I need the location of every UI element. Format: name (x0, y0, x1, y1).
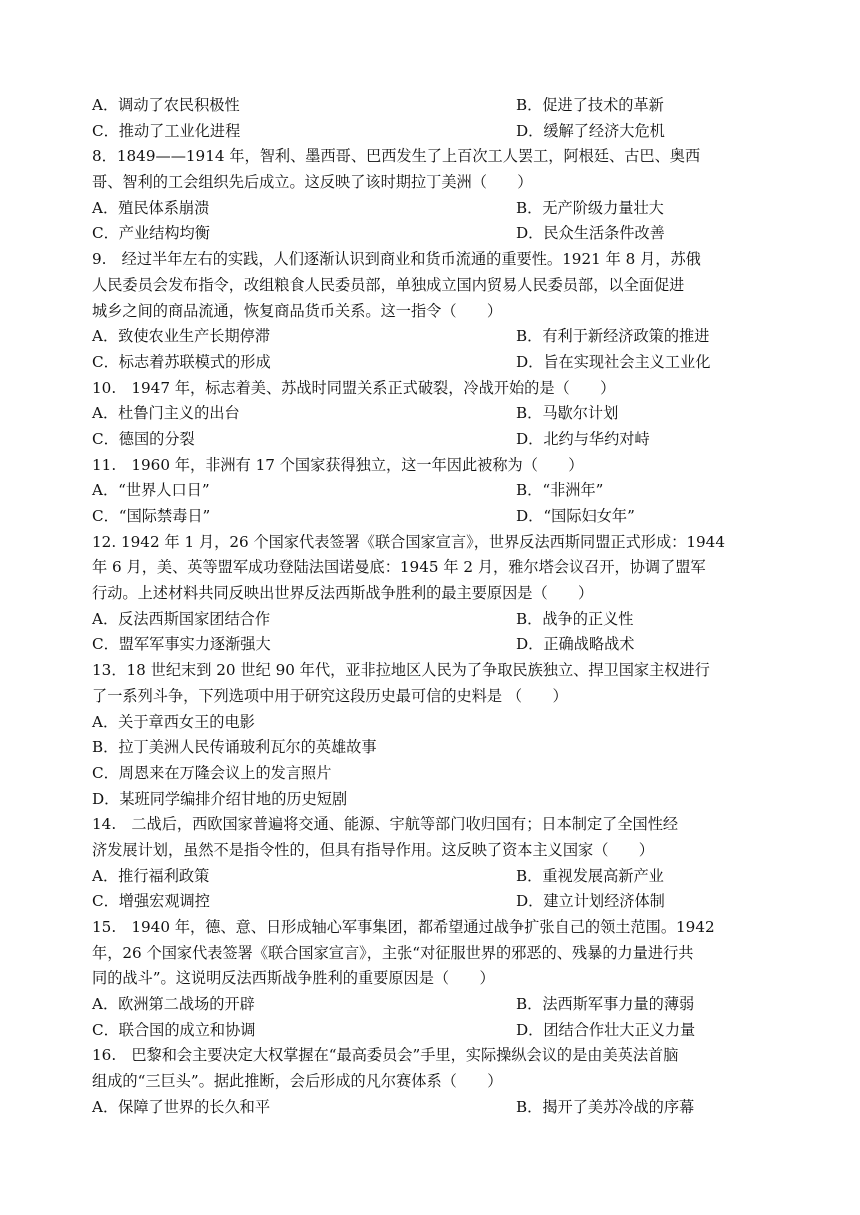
q15-options-row-1 (92, 992, 770, 1018)
q11-option-d: D．“国际妇女年” (516, 507, 635, 525)
q13-option-c: C．周恩来在万隆会议上的发言照片 (92, 763, 332, 782)
q15-stem-line-2: 年，26 个国家代表签署《联合国家宣言》，主张“对征服世界的邪恶的、残暴的力量进行共 (92, 943, 694, 962)
q14-stem-line-1: 14. 二战后，西欧国家普遍将交通、能源、宇航等部门收归国有；日本制定了全国性经 (92, 815, 679, 834)
q7-option-d: D．缓解了经济大危机 (516, 121, 665, 140)
q10-options-row-2 (92, 427, 770, 453)
q12-stem-line-2: 年 6 月，美、英等盟军成功登陆法国诺曼底：1945 年 2 月，雅尔塔会议召开，协调了盟军 (92, 558, 706, 577)
q15-stem-line-1: 15. 1940 年，德、意、日形成轴心军事集团，都希望通过战争扩张自己的领土范围。1942 (92, 918, 715, 936)
q9-stem-line-2: 人民委员会发布指令，改组粮食人民委员部，单独成立国内贸易人民委员部，以全面促进 (92, 275, 685, 294)
q14-options-row-2 (92, 889, 770, 915)
q15-option-a: A．欧洲第二战场的开辟 (92, 995, 255, 1014)
q12-option-b: B．战争的正义性 (516, 609, 634, 628)
q16-stem-line-1: 16. 巴黎和会主要决定大权掌握在“最高委员会”手里，实际操纵会议的是由美英法首脑 (92, 1046, 679, 1065)
q13-option-a: A．关于章西女王的电影 (92, 712, 255, 731)
q13-option-d: D．某班同学编排介绍甘地的历史短剧 (92, 789, 348, 808)
q15-option-d: D．团结合作壮大正义力量 (516, 1020, 696, 1039)
q8-option-a: A．殖民体系崩溃 (92, 198, 210, 217)
q9-options-row-1 (92, 324, 770, 350)
q9-stem-line-3: 城乡之间的商品流通，恢复商品货币关系。这一指令（ ） (92, 301, 503, 320)
q14-option-b: B．重视发展高新产业 (516, 866, 664, 885)
q14-option-d: D．建立计划经济体制 (516, 892, 665, 911)
q7-options-row-2 (92, 119, 770, 145)
q15-options-row-2 (92, 1018, 770, 1044)
q8-stem-line-2: 哥、智利的工会组织先后成立。这反映了该时期拉丁美洲（ ） (92, 173, 533, 192)
q8-option-d: D．民众生活条件改善 (516, 224, 665, 243)
q15-stem-line-3: 同的战斗”。这说明反法西斯战争胜利的重要原因是（ ） (92, 969, 495, 988)
exam-page (92, 93, 770, 1121)
q9-option-c: C．标志着苏联模式的形成 (92, 352, 271, 371)
q13-option-b: B．拉丁美洲人民传诵玻利瓦尔的英雄故事 (92, 738, 377, 757)
q7-option-a: A．调动了农民积极性 (92, 96, 240, 114)
q14-option-c: C．增强宏观调控 (92, 892, 210, 911)
q13-stem-line-2: 了一系列斗争，下列选项中用于研究这段历史最可信的史料是 （ ） (92, 686, 568, 705)
q9-option-b: B．有利于新经济政策的推进 (516, 327, 710, 346)
q11-option-b: B．“非洲年” (516, 481, 604, 500)
q12-options-row-2 (92, 632, 770, 658)
q10-stem-line-1: 10. 1947 年，标志着美、苏战时同盟关系正式破裂，冷战开始的是（ ） (92, 378, 616, 397)
q15-option-c: C．联合国的成立和协调 (92, 1020, 256, 1039)
q16-option-b: B．揭开了美苏冷战的序幕 (516, 1097, 695, 1116)
q11-option-a: A．“世界人口日” (92, 481, 210, 500)
q12-option-c: C．盟军军事实力逐渐强大 (92, 635, 271, 654)
q11-stem-line-1: 11. 1960 年，非洲有 17 个国家获得独立，这一年因此被称为（ ） (92, 455, 584, 474)
q14-option-a: A．推行福利政策 (92, 866, 210, 885)
q8-options-row-1 (92, 196, 770, 222)
q16-options-row-1 (92, 1095, 770, 1121)
q12-stem-line-3: 行动。上述材料共同反映出世界反法西斯战争胜利的最主要原因是（ ） (92, 584, 594, 603)
q12-option-a: A．反法西斯国家团结合作 (92, 609, 271, 628)
q11-option-c: C．“国际禁毒日” (92, 507, 211, 525)
q10-options-row-1 (92, 401, 770, 427)
q12-stem-line-1: 12. 1942 年 1 月，26 个国家代表签署《联合国家宣言》，世界反法西斯同盟正式形成：1944 (92, 532, 725, 551)
q7-option-b: B．促进了技术的革新 (516, 96, 664, 114)
q9-option-d: D．旨在实现社会主义工业化 (516, 352, 711, 371)
q16-option-a: A．保障了世界的长久和平 (92, 1097, 271, 1116)
q14-options-row-1 (92, 864, 770, 890)
q11-options-row-1 (92, 478, 770, 504)
q10-option-d: D．北约与华约对峙 (516, 429, 650, 448)
q9-option-a: A．致使农业生产长期停滞 (92, 327, 271, 346)
q7-option-c: C．推动了工业化进程 (92, 121, 241, 140)
q7-options-row-1 (92, 93, 770, 119)
q10-option-a: A．杜鲁门主义的出台 (92, 404, 240, 423)
q14-stem-line-2: 济发展计划，虽然不是指令性的，但具有指导作用。这反映了资本主义国家（ ） (92, 840, 654, 859)
q11-options-row-2 (92, 504, 770, 530)
q10-option-b: B．马歇尔计划 (516, 404, 619, 423)
q8-option-c: C．产业结构均衡 (92, 224, 210, 243)
q8-option-b: B．无产阶级力量壮大 (516, 198, 664, 217)
q16-stem-line-2: 组成的“三巨头”。据此推断，会后形成的凡尔赛体系（ ） (92, 1072, 503, 1091)
q15-option-b: B．法西斯军事力量的薄弱 (516, 995, 695, 1014)
q12-options-row-1 (92, 607, 770, 633)
q9-stem-line-1: 9. 经过半年左右的实践，人们逐渐认识到商业和货币流通的重要性。1921 年 8 月，苏俄 (92, 250, 701, 269)
q9-options-row-2 (92, 350, 770, 376)
q13-stem-line-1: 13．18 世纪末到 20 世纪 90 年代，亚非拉地区人民为了争取民族独立、捍卫国家主权进行 (92, 661, 710, 680)
q8-options-row-2 (92, 221, 770, 247)
q8-stem-line-1: 8．1849——1914 年，智利、墨西哥、巴西发生了上百次工人罢工，阿根廷、古巴、奥西 (92, 147, 701, 166)
q12-option-d: D．正确战略战术 (516, 635, 635, 654)
q10-option-c: C．德国的分裂 (92, 429, 195, 448)
